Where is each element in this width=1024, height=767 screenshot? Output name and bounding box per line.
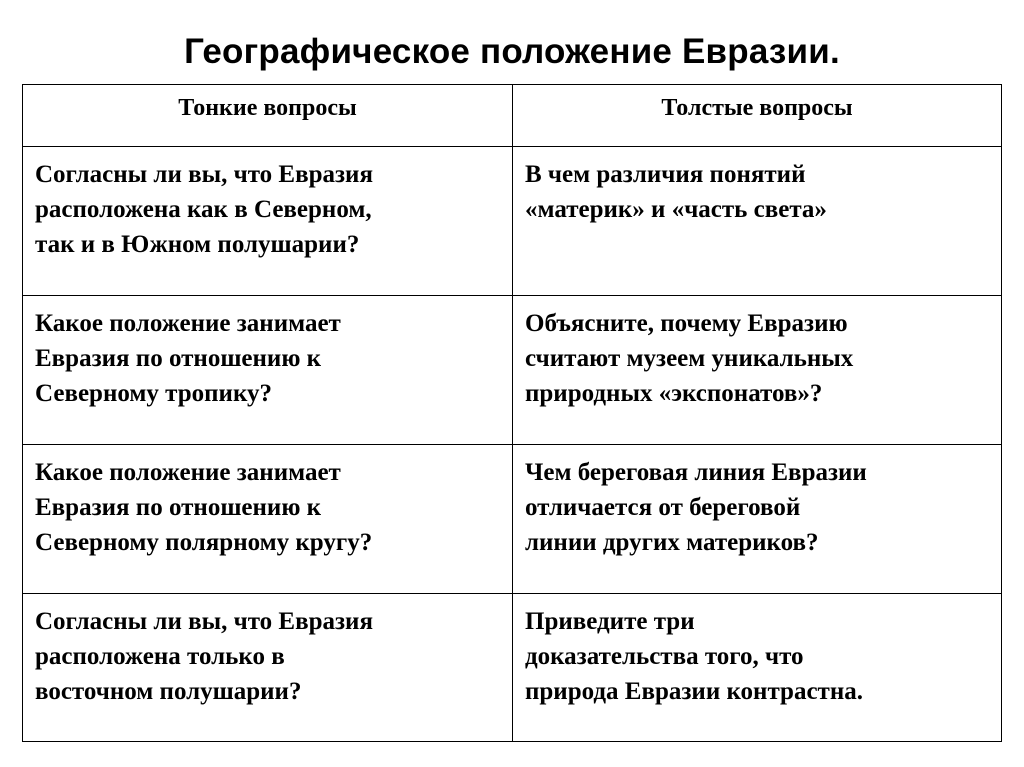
- thick-question-cell: Приведите три доказательства того, что природа Евразии контрастна.: [513, 594, 1002, 742]
- thick-question-cell: В чем различия понятий «материк» и «часть света»: [513, 147, 1002, 296]
- table-row: [23, 594, 1002, 742]
- table-row: [23, 445, 1002, 594]
- table-row: [23, 147, 1002, 296]
- thin-question-cell: Какое положение занимает Евразия по отношению к Северному полярному кругу?: [23, 445, 513, 594]
- thin-question-cell: Согласны ли вы, что Евразия расположена как в Северном, так и в Южном полушарии?: [23, 147, 513, 296]
- column-header-thin-questions: Тонкие вопросы: [23, 85, 513, 147]
- page-title: Географическое положение Евразии.: [184, 32, 840, 71]
- questions-table: [22, 84, 1002, 742]
- thick-question-cell: Объясните, почему Евразию считают музеем уникальных природных «экспонатов»?: [513, 296, 1002, 445]
- thin-question-cell: Какое положение занимает Евразия по отношению к Северному тропику?: [23, 296, 513, 445]
- table-row: [23, 296, 1002, 445]
- thin-question-cell: Согласны ли вы, что Евразия расположена только в восточном полушарии?: [23, 594, 513, 742]
- thick-question-cell: Чем береговая линия Евразии отличается от береговой линии других материков?: [513, 445, 1002, 594]
- column-header-thick-questions: Толстые вопросы: [513, 85, 1002, 147]
- table-header-row: [23, 85, 1002, 147]
